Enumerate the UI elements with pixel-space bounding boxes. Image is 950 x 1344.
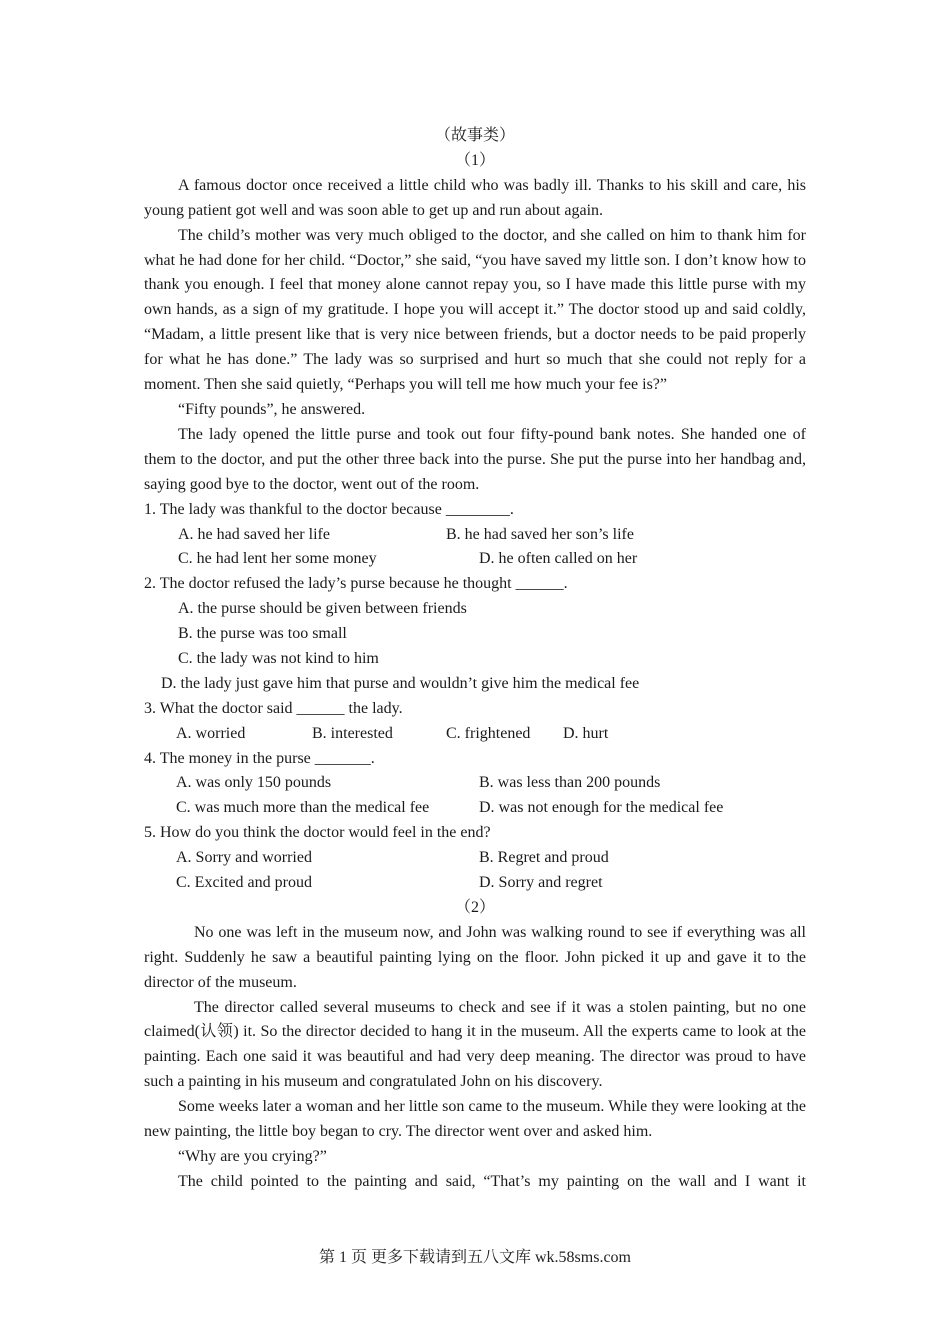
question-4-option-a: A. was only 150 pounds <box>176 774 332 792</box>
question-2-stem: 2. The doctor refused the lady’s purse because he thought ______. <box>144 575 568 593</box>
question-4-options-row-1 <box>144 771 806 796</box>
question-1-option-d: D. he often called on her <box>479 550 638 568</box>
section-1-label: （1） <box>454 151 495 169</box>
question-3-option-b: B. interested <box>312 724 393 742</box>
passage-2-paragraph-3: Some weeks later a woman and her little son came to the museum. While they were looking at the new painting, the little boy began to cry. The director went over and asked him. <box>144 1098 806 1141</box>
question-2-option-d-row <box>144 672 806 697</box>
question-1-options-row-1 <box>144 523 806 548</box>
question-4-option-b: B. was less than 200 pounds <box>479 774 661 792</box>
question-5-options-row-1 <box>144 846 806 871</box>
passage-2-paragraph-1: No one was left in the museum now, and John was walking round to see if everything was all right. Suddenly he saw a beautiful painting lying on the floor. John picked it up and gave it to the director of the museum. <box>144 923 806 991</box>
question-2-option-d: D. the lady just gave him that purse and wouldn’t give him the medical fee <box>161 674 640 692</box>
question-2-option-a: A. the purse should be given between friends <box>178 600 467 618</box>
question-5-stem: 5. How do you think the doctor would feel in the end? <box>144 824 491 842</box>
question-4-option-d: D. was not enough for the medical fee <box>479 799 724 817</box>
question-1-option-c: C. he had lent her some money <box>178 550 377 568</box>
question-4-options-row-2 <box>144 796 806 821</box>
passage-1-paragraph-2: The child’s mother was very much obliged to the doctor, and she called on him to thank him for what he had done for her child. “Doctor,” she said, “you have saved my little son. I don’t know how to thank you enough. I feel that money alone cannot repay you, so I have made this little purse with my own hands, as a sign of my gratitude. I hope you will accept it.” The doctor stood up and said coldly, “Madam, a little present like that is very nice between friends, but a doctor needs to be paid properly for what he has done.” The lady was so surprised and hurt so much that she could not reply for a moment. Then she said quietly, “Perhaps you will tell me how much your fee is?” <box>144 226 806 394</box>
question-4-option-c: C. was much more than the medical fee <box>176 799 430 817</box>
passage-2-paragraph-4: “Why are you crying?” <box>178 1147 327 1165</box>
question-1-stem: 1. The lady was thankful to the doctor because ________. <box>144 500 514 518</box>
question-1-options-row-2 <box>144 547 806 572</box>
passage-1-paragraph-3: “Fifty pounds”, he answered. <box>178 400 366 418</box>
question-5-option-c: C. Excited and proud <box>176 874 312 892</box>
question-1-option-a: A. he had saved her life <box>178 525 330 543</box>
question-5-option-b: B. Regret and proud <box>479 849 609 867</box>
question-5-option-d: D. Sorry and regret <box>479 874 603 892</box>
question-3-options-row <box>144 722 806 747</box>
question-3-option-d: D. hurt <box>563 724 609 742</box>
passage-2-paragraph-5: The child pointed to the painting and said, “That’s my painting on the wall and I want it <box>178 1172 806 1190</box>
question-2-option-b-row <box>144 622 806 647</box>
question-3-stem: 3. What the doctor said ______ the lady. <box>144 699 403 717</box>
passage-1-paragraph-4: The lady opened the little purse and took out four fifty-pound bank notes. She handed one of them to the doctor, and put the other three back into the purse. She put the purse into her handbag and, saying good bye to the doctor, went out of the room. <box>144 425 806 493</box>
question-5-option-a: A. Sorry and worried <box>176 849 312 867</box>
question-2-option-c-row <box>144 647 806 672</box>
question-2-option-a-row <box>144 597 806 622</box>
page-footer: 第 1 页 更多下载请到五八文库 wk.58sms.com <box>318 1249 631 1266</box>
category-heading: （故事类） <box>434 127 515 144</box>
question-3-option-a: A. worried <box>176 724 246 742</box>
question-2-option-b: B. the purse was too small <box>178 625 347 643</box>
question-3-option-c: C. frightened <box>446 724 531 742</box>
question-2-option-c: C. the lady was not kind to him <box>178 649 379 667</box>
question-5-options-row-2 <box>144 871 806 896</box>
question-1-option-b: B. he had saved her son’s life <box>446 525 634 543</box>
passage-2-paragraph-2: The director called several museums to check and see if it was a stolen painting, but no one claimed(认领) it. So the director decided to hang it in the museum. All the experts came to look at the painting. Each one said it was beautiful and had very deep meaning. The director was proud to have such a painting in his museum and congratulated John on his discovery. <box>144 998 806 1091</box>
passage-1-paragraph-1: A famous doctor once received a little child who was badly ill. Thanks to his skill and care, his young patient got well and was soon able to get up and run about again. <box>144 176 806 219</box>
section-2-label: （2） <box>454 898 495 916</box>
question-4-stem: 4. The money in the purse _______. <box>144 749 375 767</box>
document-page <box>144 124 806 1195</box>
